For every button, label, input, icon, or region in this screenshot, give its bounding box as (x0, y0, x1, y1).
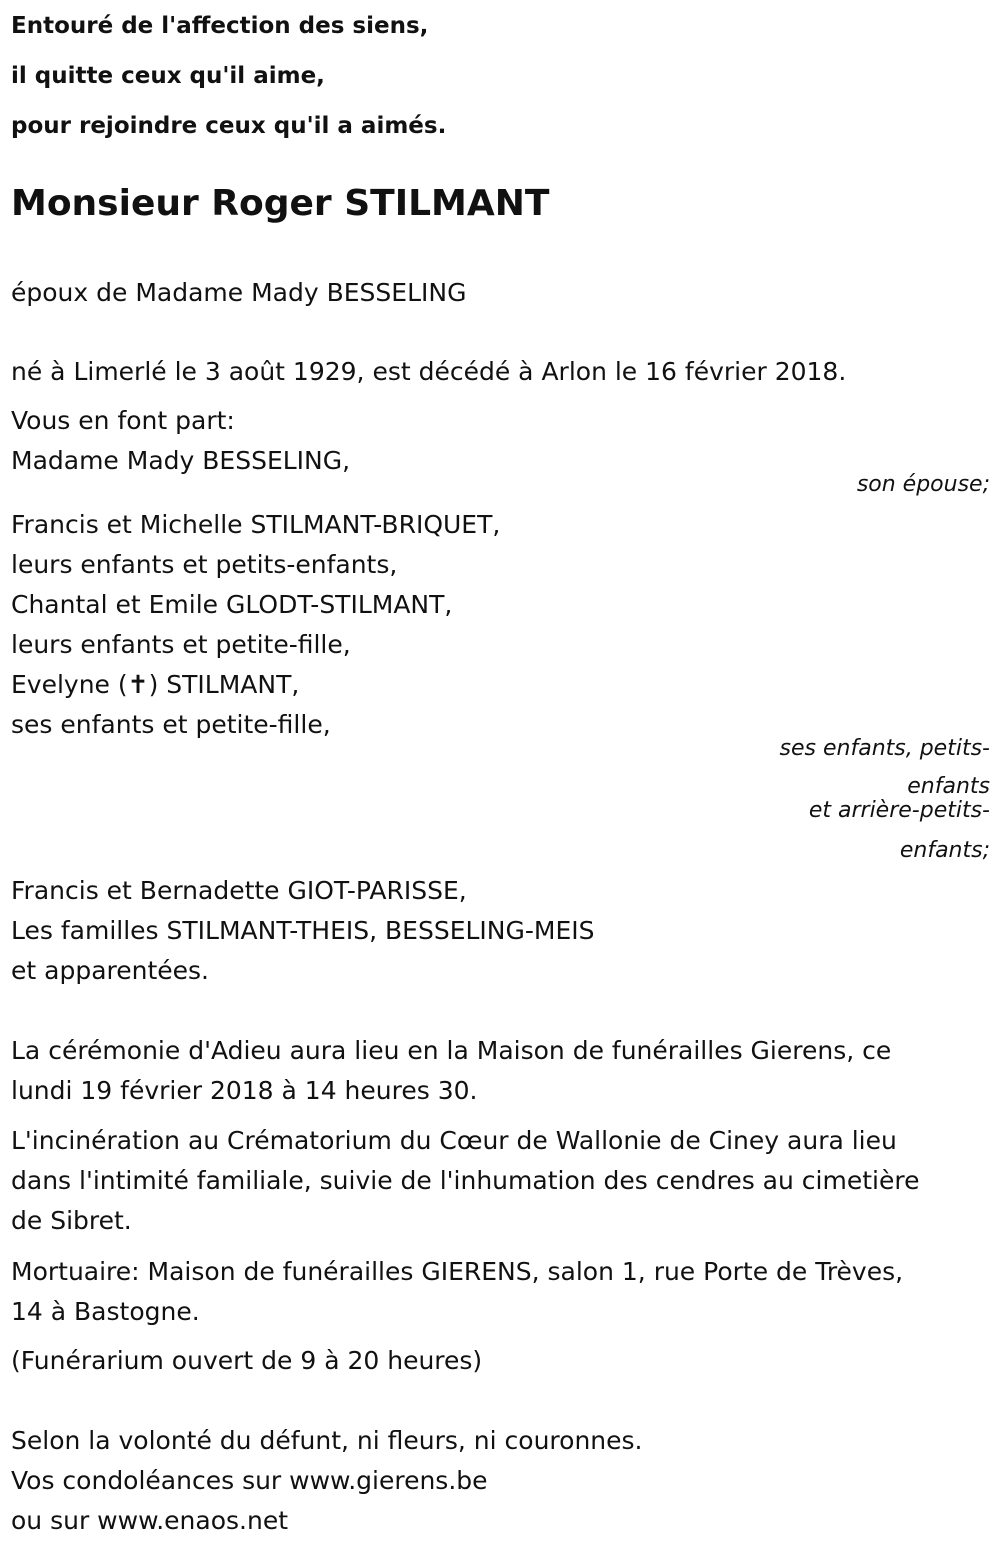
family-line-2: Les familles STILMANT-THEIS, BESSELING-MEIS (11, 916, 595, 945)
widow-name: Madame Mady BESSELING, (11, 446, 351, 475)
epigraph-line-2: il quitte ceux qu'il aime, (11, 63, 325, 89)
announce-intro: Vous en font part: (11, 406, 235, 435)
closing-line-2: Vos condoléances sur www.gierens.be (11, 1466, 488, 1495)
family-line-3: et apparentées. (11, 956, 209, 985)
child-line-1: Francis et Michelle STILMANT-BRIQUET, (11, 510, 501, 539)
family-line-1: Francis et Bernadette GIOT-PARISSE, (11, 876, 467, 905)
children-role-2: enfants (907, 774, 990, 799)
evelyne-name-end: ) STILMANT, (148, 670, 300, 699)
mortuary-line-1: Mortuaire: Maison de funérailles GIERENS, salon 1, rue Porte de Trèves, (11, 1257, 904, 1286)
child-line-3: Chantal et Emile GLODT-STILMANT, (11, 590, 453, 619)
closing-line-3: ou sur www.enaos.net (11, 1506, 289, 1535)
cross-icon: ✝ (127, 670, 149, 699)
mortuary-line-2: 14 à Bastogne. (11, 1297, 200, 1326)
evelyne-name-start: Evelyne ( (11, 670, 128, 699)
child-line-2: leurs enfants et petits-enfants, (11, 550, 398, 579)
child-line-4: leurs enfants et petite-fille, (11, 630, 351, 659)
children-role-1: ses enfants, petits- (779, 736, 990, 761)
cremation-line-3: de Sibret. (11, 1206, 132, 1235)
ceremony-line-2: lundi 19 février 2018 à 14 heures 30. (11, 1076, 478, 1105)
funerarium-hours: (Funérarium ouvert de 9 à 20 heures) (11, 1346, 483, 1375)
children-role-3: et arrière-petits- (808, 798, 990, 823)
deceased-name: Monsieur Roger STILMANT (11, 183, 550, 224)
epigraph-line-3: pour rejoindre ceux qu'il a aimés. (11, 113, 447, 139)
cremation-line-1: L'incinération au Crématorium du Cœur de Wallonie de Ciney aura lieu (11, 1126, 897, 1155)
cremation-line-2: dans l'intimité familiale, suivie de l'inhumation des cendres au cimetière (11, 1166, 920, 1195)
epigraph-line-1: Entouré de l'affection des siens, (11, 13, 429, 39)
closing-line-1: Selon la volonté du défunt, ni fleurs, ni couronnes. (11, 1426, 643, 1455)
child-line-6: ses enfants et petite-fille, (11, 710, 331, 739)
birth-death-line: né à Limerlé le 3 août 1929, est décédé à Arlon le 16 février 2018. (11, 357, 847, 386)
spouse-line: époux de Madame Mady BESSELING (11, 278, 467, 307)
widow-role: son épouse; (856, 472, 990, 497)
children-role-4: enfants; (899, 838, 990, 863)
child-line-evelyne (11, 670, 299, 700)
ceremony-line-1: La cérémonie d'Adieu aura lieu en la Maison de funérailles Gierens, ce (11, 1036, 892, 1065)
